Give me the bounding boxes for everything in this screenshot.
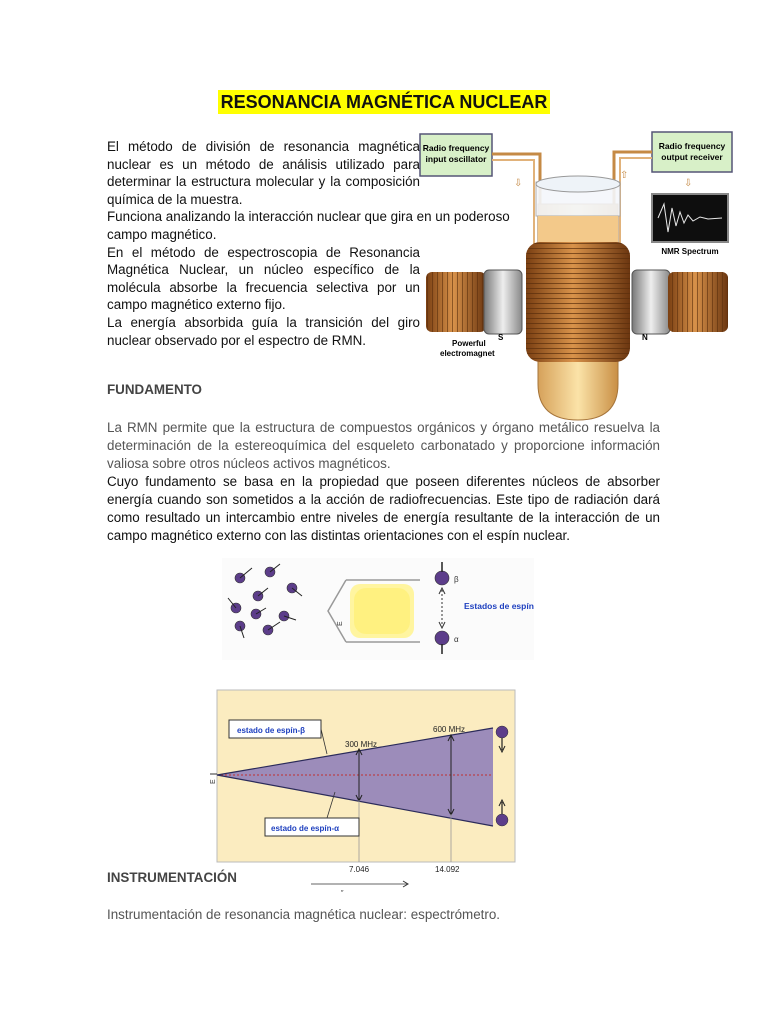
heading-instrumentacion: INSTRUMENTACIÓN <box>107 870 237 885</box>
intro-paragraph-1: El método de división de resonancia magnética nuclear es un método de análisis utilizado para determinar la estructura molecular y la composición química de la muestra. <box>107 139 420 207</box>
output-receiver-label-2: output receiver <box>661 152 723 162</box>
heading-fundamento: FUNDAMENTO <box>107 382 202 397</box>
intro-paragraph-2: Funciona analizando la interacción nuclear que gira en un poderoso campo magnético. <box>107 209 510 242</box>
intro-paragraph-3: En el método de espectroscopia de Resonancia Magnética Nuclear, un núcleo específico de la molécula absorbe la frecuencia selectiva por un campo magnético externo fijo. <box>107 244 420 313</box>
fundamento-paragraph-1: La RMN permite que la estructura de compuestos orgánicos y órgano metálico resuelva la determinación de la estereoquímica del esqueleto carbonatado y proporcione información valiosa sobre otros núcleos activos magnéticos. <box>107 420 660 471</box>
spin-states-diagram <box>222 558 534 660</box>
magnet-label: Powerful <box>452 339 486 348</box>
energy-axis-label: E <box>337 621 344 626</box>
nmr-spectrum-label: NMR Spectrum <box>661 247 719 256</box>
alpha-state-label: estado de espín-α <box>271 824 340 833</box>
nmr-apparatus-diagram <box>418 124 738 424</box>
fundamento-text <box>107 419 660 545</box>
svg-text:⇧: ⇧ <box>620 170 629 181</box>
intro-paragraph-4: La energía absorbida guía la transición del giro nuclear observado por el espectro de RMN. <box>107 314 420 348</box>
magnet-label-2: electromagnet <box>440 349 495 358</box>
energy-axis-label-2: E <box>210 779 217 784</box>
freq-600-label: 600 MHz <box>433 725 466 734</box>
input-oscillator-label-2: input oscillator <box>425 154 487 164</box>
fundamento-paragraph-2: Cuyo fundamento se basa en la propiedad que poseen diferentes núcleos de absorber energía cuando son sometidos a la acción de radiofrecuencias. Este tipo de radiación dará como resultado un intercambio entre niveles de energía resultante de la interacción de un campo magnético externo con las distintas orientaciones con el espín nuclear. <box>107 474 660 543</box>
beta-state-label: estado de espín-β <box>237 726 306 735</box>
field-axis-label: ″ <box>341 890 344 896</box>
instrumentacion-text: Instrumentación de resonancia magnética nuclear: espectrómetro. <box>107 907 501 922</box>
svg-text:⇩: ⇩ <box>514 178 523 189</box>
tick-14092: 14.092 <box>435 865 460 874</box>
tick-7046: 7.046 <box>349 865 370 874</box>
freq-300-label: 300 MHz <box>345 740 378 749</box>
pole-n-label: N <box>642 333 648 342</box>
svg-text:⇩: ⇩ <box>684 178 693 189</box>
pole-s-label: S <box>498 333 504 342</box>
beta-label: β <box>454 575 459 584</box>
alpha-label: α <box>454 635 459 644</box>
output-receiver-label: Radio frequency <box>658 141 726 151</box>
page-title: RESONANCIA MAGNÉTICA NUCLEAR <box>0 92 768 113</box>
spin-states-label: Estados de espín <box>464 601 534 611</box>
energy-field-diagram <box>207 688 519 896</box>
input-oscillator-label: Radio frequency <box>422 143 490 153</box>
